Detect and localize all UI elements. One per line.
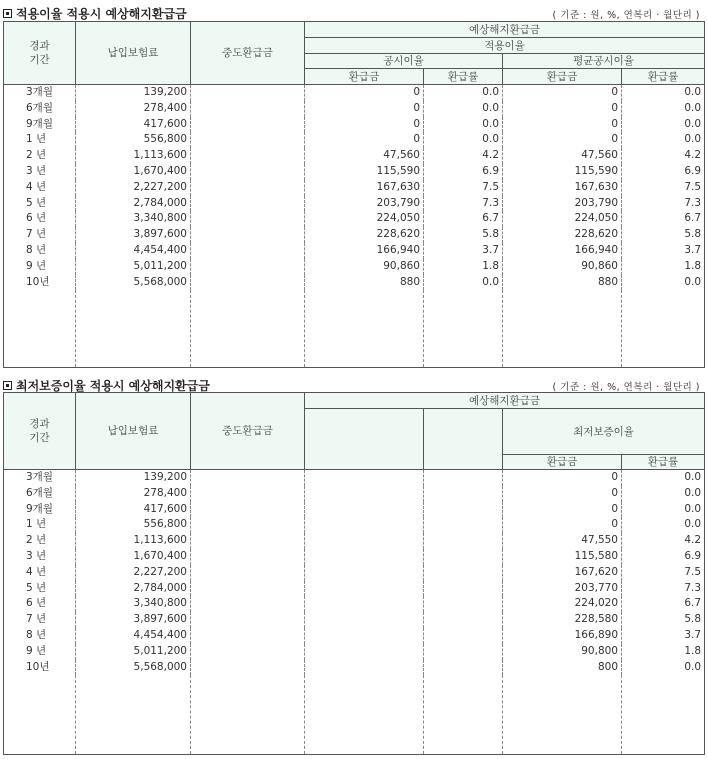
table-row — [4, 644, 705, 660]
public-rate-refund-cell: 224,050 — [305, 211, 424, 227]
mid-refund-cell — [191, 596, 305, 612]
period-cell: 10년 — [4, 660, 76, 676]
empty-cell — [305, 675, 424, 754]
period-cell: 6 년 — [4, 211, 76, 227]
premium-cell: 417,600 — [76, 117, 191, 133]
public-rate-ratio-cell: 1.8 — [424, 259, 503, 275]
header-refund: 환급금 — [503, 69, 622, 85]
mid-refund-cell — [191, 660, 305, 676]
empty-cell — [424, 628, 503, 644]
public-rate-refund-cell: 0 — [305, 132, 424, 148]
period-cell: 1 년 — [4, 517, 76, 533]
period-cell: 6 년 — [4, 596, 76, 612]
min-rate-ratio-cell: 0.0 — [622, 470, 705, 486]
premium-cell: 1,670,400 — [76, 164, 191, 180]
avg-rate-ratio-cell: 0.0 — [622, 132, 705, 148]
public-rate-ratio-cell: 0.0 — [424, 132, 503, 148]
mid-refund-cell — [191, 196, 305, 212]
premium-cell: 556,800 — [76, 517, 191, 533]
header-public-rate: 공시이율 — [305, 54, 503, 69]
table-row — [4, 612, 705, 628]
public-rate-refund-cell: 90,860 — [305, 259, 424, 275]
min-rate-refund-cell: 167,620 — [503, 565, 622, 581]
empty-cell — [191, 290, 305, 367]
table-row — [4, 549, 705, 565]
premium-cell: 139,200 — [76, 470, 191, 486]
header-refund-rate: 환급률 — [622, 455, 705, 470]
empty-cell — [424, 549, 503, 565]
min-rate-ratio-cell: 0.0 — [622, 660, 705, 676]
min-rate-ratio-cell: 0.0 — [622, 517, 705, 533]
mid-refund-cell — [191, 628, 305, 644]
square-bullet-icon — [3, 9, 12, 18]
table-row — [4, 533, 705, 549]
empty-cell — [305, 533, 424, 549]
min-rate-refund-cell: 0 — [503, 517, 622, 533]
premium-cell: 2,784,000 — [76, 581, 191, 597]
public-rate-ratio-cell: 5.8 — [424, 227, 503, 243]
period-cell: 7 년 — [4, 612, 76, 628]
min-rate-ratio-cell: 5.8 — [622, 612, 705, 628]
header-period: 경과 기간 — [4, 22, 76, 85]
premium-cell: 139,200 — [76, 85, 191, 101]
table-row — [4, 660, 705, 676]
empty-cell — [424, 596, 503, 612]
period-cell: 9개월 — [4, 502, 76, 518]
header-empty — [305, 409, 424, 470]
min-rate-ratio-cell: 3.7 — [622, 628, 705, 644]
avg-rate-refund-cell: 166,940 — [503, 243, 622, 259]
min-rate-refund-cell: 47,550 — [503, 533, 622, 549]
premium-cell: 5,568,000 — [76, 660, 191, 676]
empty-cell — [305, 660, 424, 676]
header-refund-rate: 환급률 — [622, 69, 705, 85]
avg-rate-refund-cell: 203,790 — [503, 196, 622, 212]
avg-rate-refund-cell: 224,050 — [503, 211, 622, 227]
mid-refund-cell — [191, 549, 305, 565]
period-cell: 9개월 — [4, 117, 76, 133]
public-rate-ratio-cell: 0.0 — [424, 101, 503, 117]
period-cell: 10년 — [4, 275, 76, 291]
public-rate-ratio-cell: 0.0 — [424, 275, 503, 291]
table-row — [4, 85, 705, 101]
period-cell: 8 년 — [4, 243, 76, 259]
public-rate-refund-cell: 0 — [305, 101, 424, 117]
min-rate-ratio-cell: 4.2 — [622, 533, 705, 549]
section2-unit-note: ( 기준 : 원, %, 연복리 · 월단리 ) — [552, 382, 700, 393]
period-cell: 4 년 — [4, 565, 76, 581]
min-rate-ratio-cell: 1.8 — [622, 644, 705, 660]
avg-rate-refund-cell: 0 — [503, 85, 622, 101]
mid-refund-cell — [191, 517, 305, 533]
period-cell: 6개월 — [4, 486, 76, 502]
min-rate-refund-cell: 0 — [503, 502, 622, 518]
mid-refund-cell — [191, 644, 305, 660]
public-rate-refund-cell: 0 — [305, 117, 424, 133]
avg-rate-refund-cell: 47,560 — [503, 148, 622, 164]
header-mid-refund: 중도환급금 — [191, 393, 305, 470]
filler-row — [4, 290, 705, 367]
avg-rate-ratio-cell: 4.2 — [622, 148, 705, 164]
avg-rate-ratio-cell: 0.0 — [622, 101, 705, 117]
table-row — [4, 486, 705, 502]
table-row — [4, 628, 705, 644]
empty-cell — [305, 644, 424, 660]
period-cell: 2 년 — [4, 533, 76, 549]
header-min-guarantee-rate: 최저보증이율 — [503, 409, 705, 455]
empty-cell — [424, 470, 503, 486]
header-applied-rate: 적용이율 — [305, 38, 705, 54]
premium-cell: 3,340,800 — [76, 596, 191, 612]
avg-rate-ratio-cell: 6.9 — [622, 164, 705, 180]
premium-cell: 2,227,200 — [76, 180, 191, 196]
empty-cell — [76, 675, 191, 754]
mid-refund-cell — [191, 243, 305, 259]
empty-cell — [76, 290, 191, 367]
mid-refund-cell — [191, 502, 305, 518]
filler-row — [4, 675, 705, 754]
empty-cell — [191, 675, 305, 754]
premium-cell: 4,454,400 — [76, 243, 191, 259]
empty-cell — [503, 675, 622, 754]
period-cell: 6개월 — [4, 101, 76, 117]
header-empty — [424, 409, 503, 470]
section1-unit-note: ( 기준 : 원, %, 연복리 · 월단리 ) — [552, 10, 700, 21]
premium-cell: 278,400 — [76, 101, 191, 117]
mid-refund-cell — [191, 211, 305, 227]
public-rate-ratio-cell: 0.0 — [424, 117, 503, 133]
min-rate-ratio-cell: 6.7 — [622, 596, 705, 612]
empty-cell — [424, 581, 503, 597]
square-bullet-icon — [3, 381, 12, 390]
min-rate-refund-cell: 0 — [503, 470, 622, 486]
section1-table — [3, 21, 705, 368]
empty-cell — [305, 517, 424, 533]
min-rate-refund-cell: 203,770 — [503, 581, 622, 597]
public-rate-ratio-cell: 4.2 — [424, 148, 503, 164]
public-rate-refund-cell: 228,620 — [305, 227, 424, 243]
period-cell: 3 년 — [4, 549, 76, 565]
table-row — [4, 132, 705, 148]
section2-table — [3, 392, 705, 755]
premium-cell: 4,454,400 — [76, 628, 191, 644]
avg-rate-refund-cell: 0 — [503, 101, 622, 117]
avg-rate-refund-cell: 90,860 — [503, 259, 622, 275]
min-rate-refund-cell: 224,020 — [503, 596, 622, 612]
min-rate-refund-cell: 228,580 — [503, 612, 622, 628]
period-cell: 5 년 — [4, 581, 76, 597]
header-period: 경과 기간 — [4, 393, 76, 470]
empty-cell — [305, 502, 424, 518]
section1-title: 적용이율 적용시 예상해지환급금 — [16, 7, 187, 21]
header-mid-refund: 중도환급금 — [191, 22, 305, 85]
avg-rate-refund-cell: 0 — [503, 132, 622, 148]
mid-refund-cell — [191, 259, 305, 275]
premium-cell: 3,340,800 — [76, 211, 191, 227]
period-cell: 9 년 — [4, 259, 76, 275]
header-expected-refund: 예상해지환급금 — [305, 22, 705, 38]
header-refund: 환급금 — [503, 455, 622, 470]
table-row — [4, 517, 705, 533]
premium-cell: 1,670,400 — [76, 549, 191, 565]
mid-refund-cell — [191, 227, 305, 243]
premium-cell: 5,568,000 — [76, 275, 191, 291]
period-cell: 2 년 — [4, 148, 76, 164]
empty-cell — [305, 596, 424, 612]
empty-cell — [424, 533, 503, 549]
table-row — [4, 596, 705, 612]
public-rate-refund-cell: 47,560 — [305, 148, 424, 164]
premium-cell: 3,897,600 — [76, 612, 191, 628]
table-row — [4, 196, 705, 212]
empty-cell — [424, 675, 503, 754]
mid-refund-cell — [191, 180, 305, 196]
mid-refund-cell — [191, 117, 305, 133]
period-cell: 3개월 — [4, 85, 76, 101]
table-row — [4, 243, 705, 259]
table-row — [4, 470, 705, 486]
table-row — [4, 259, 705, 275]
section2-title: 최저보증이율 적용시 예상해지환급금 — [16, 379, 210, 393]
min-rate-ratio-cell: 0.0 — [622, 486, 705, 502]
min-rate-refund-cell: 115,580 — [503, 549, 622, 565]
avg-rate-ratio-cell: 6.7 — [622, 211, 705, 227]
mid-refund-cell — [191, 85, 305, 101]
public-rate-refund-cell: 115,590 — [305, 164, 424, 180]
table-row — [4, 581, 705, 597]
empty-cell — [503, 290, 622, 367]
mid-refund-cell — [191, 581, 305, 597]
public-rate-ratio-cell: 6.7 — [424, 211, 503, 227]
min-rate-ratio-cell: 7.5 — [622, 565, 705, 581]
public-rate-ratio-cell: 7.3 — [424, 196, 503, 212]
avg-rate-refund-cell: 167,630 — [503, 180, 622, 196]
table-row — [4, 148, 705, 164]
empty-cell — [622, 290, 705, 367]
avg-rate-ratio-cell: 0.0 — [622, 117, 705, 133]
avg-rate-ratio-cell: 7.3 — [622, 196, 705, 212]
header-refund: 환급금 — [305, 69, 424, 85]
public-rate-refund-cell: 0 — [305, 85, 424, 101]
public-rate-refund-cell: 880 — [305, 275, 424, 291]
mid-refund-cell — [191, 565, 305, 581]
mid-refund-cell — [191, 612, 305, 628]
avg-rate-ratio-cell: 5.8 — [622, 227, 705, 243]
empty-cell — [424, 486, 503, 502]
empty-cell — [305, 612, 424, 628]
period-cell: 9 년 — [4, 644, 76, 660]
avg-rate-refund-cell: 115,590 — [503, 164, 622, 180]
empty-cell — [622, 675, 705, 754]
empty-cell — [4, 675, 76, 754]
empty-cell — [4, 290, 76, 367]
section1-title-wrap — [3, 5, 187, 22]
min-rate-refund-cell: 90,800 — [503, 644, 622, 660]
period-cell: 8 년 — [4, 628, 76, 644]
empty-cell — [305, 290, 424, 367]
mid-refund-cell — [191, 164, 305, 180]
min-rate-ratio-cell: 6.9 — [622, 549, 705, 565]
empty-cell — [305, 470, 424, 486]
empty-cell — [424, 517, 503, 533]
avg-rate-refund-cell: 880 — [503, 275, 622, 291]
period-cell: 7 년 — [4, 227, 76, 243]
premium-cell: 556,800 — [76, 132, 191, 148]
min-rate-refund-cell: 166,890 — [503, 628, 622, 644]
table-row — [4, 180, 705, 196]
empty-cell — [305, 628, 424, 644]
public-rate-refund-cell: 167,630 — [305, 180, 424, 196]
empty-cell — [424, 612, 503, 628]
min-rate-refund-cell: 800 — [503, 660, 622, 676]
min-rate-ratio-cell: 7.3 — [622, 581, 705, 597]
avg-rate-ratio-cell: 0.0 — [622, 85, 705, 101]
avg-rate-ratio-cell: 7.5 — [622, 180, 705, 196]
header-expected-refund: 예상해지환급금 — [305, 393, 705, 409]
premium-cell: 278,400 — [76, 486, 191, 502]
premium-cell: 3,897,600 — [76, 227, 191, 243]
table-row — [4, 565, 705, 581]
public-rate-ratio-cell: 3.7 — [424, 243, 503, 259]
min-rate-refund-cell: 0 — [503, 486, 622, 502]
period-cell: 3 년 — [4, 164, 76, 180]
avg-rate-refund-cell: 0 — [503, 117, 622, 133]
empty-cell — [424, 660, 503, 676]
mid-refund-cell — [191, 275, 305, 291]
table-row — [4, 275, 705, 291]
avg-rate-ratio-cell: 1.8 — [622, 259, 705, 275]
empty-cell — [305, 581, 424, 597]
period-cell: 5 년 — [4, 196, 76, 212]
empty-cell — [305, 549, 424, 565]
premium-cell: 2,227,200 — [76, 565, 191, 581]
empty-cell — [424, 290, 503, 367]
empty-cell — [424, 502, 503, 518]
table-row — [4, 227, 705, 243]
premium-cell: 5,011,200 — [76, 259, 191, 275]
period-cell: 3개월 — [4, 470, 76, 486]
premium-cell: 5,011,200 — [76, 644, 191, 660]
mid-refund-cell — [191, 132, 305, 148]
avg-rate-ratio-cell: 3.7 — [622, 243, 705, 259]
mid-refund-cell — [191, 533, 305, 549]
premium-cell: 2,784,000 — [76, 196, 191, 212]
table-row — [4, 117, 705, 133]
mid-refund-cell — [191, 470, 305, 486]
premium-cell: 1,113,600 — [76, 533, 191, 549]
header-premium: 납입보험료 — [76, 393, 191, 470]
public-rate-ratio-cell: 7.5 — [424, 180, 503, 196]
public-rate-ratio-cell: 6.9 — [424, 164, 503, 180]
avg-rate-refund-cell: 228,620 — [503, 227, 622, 243]
header-avg-public-rate: 평균공시이율 — [503, 54, 705, 69]
mid-refund-cell — [191, 486, 305, 502]
period-cell: 4 년 — [4, 180, 76, 196]
header-premium: 납입보험료 — [76, 22, 191, 85]
public-rate-ratio-cell: 0.0 — [424, 85, 503, 101]
empty-cell — [305, 565, 424, 581]
table-row — [4, 164, 705, 180]
premium-cell: 1,113,600 — [76, 148, 191, 164]
empty-cell — [424, 565, 503, 581]
public-rate-refund-cell: 166,940 — [305, 243, 424, 259]
empty-cell — [424, 644, 503, 660]
period-cell: 1 년 — [4, 132, 76, 148]
empty-cell — [305, 486, 424, 502]
premium-cell: 417,600 — [76, 502, 191, 518]
min-rate-ratio-cell: 0.0 — [622, 502, 705, 518]
table-row — [4, 502, 705, 518]
mid-refund-cell — [191, 101, 305, 117]
public-rate-refund-cell: 203,790 — [305, 196, 424, 212]
table-row — [4, 101, 705, 117]
header-refund-rate: 환급률 — [424, 69, 503, 85]
avg-rate-ratio-cell: 0.0 — [622, 275, 705, 291]
mid-refund-cell — [191, 148, 305, 164]
table-row — [4, 211, 705, 227]
